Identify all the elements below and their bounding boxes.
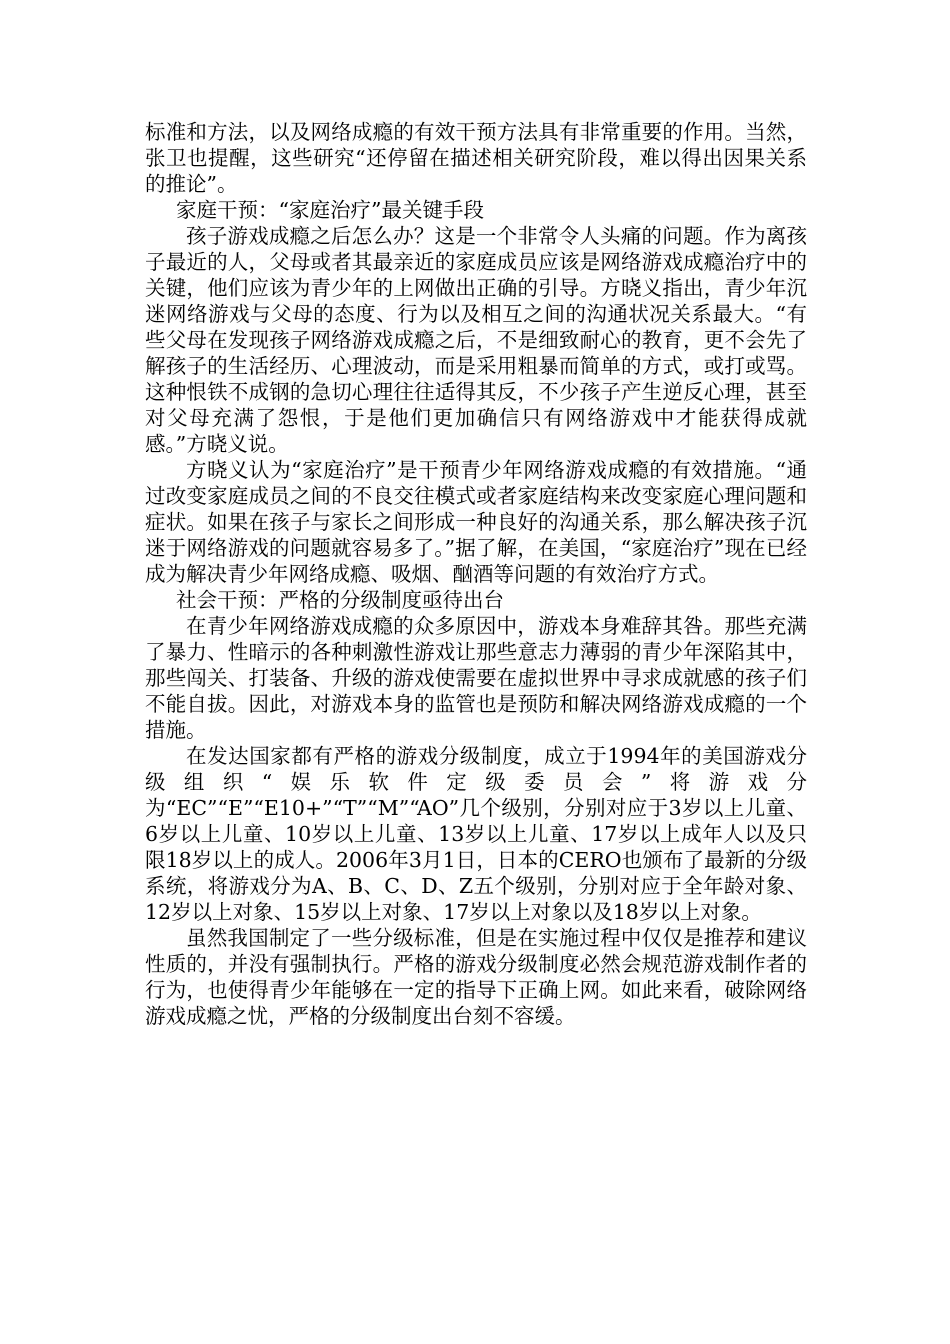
paragraph-game-causes: 在青少年网络游戏成瘾的众多原因中，游戏本身难辞其咎。那些充满了暴力、性暗示的各种刺激性游戏让那些意志力薄弱的青少年深陷其中，那些闯关、打装备、升级的游戏使需要在虚拟世界中寻求成就感的孩子们不能自拔。因此，对游戏本身的监管也是预防和解决网络游戏成瘾的一个措施。: [145, 614, 807, 742]
paragraph-intro-continuation: 标准和方法，以及网络成瘾的有效干预方法具有非常重要的作用。当然，张卫也提醒，这些研究“还停留在描述相关研究阶段，难以得出因果关系的推论”。: [145, 120, 807, 196]
paragraph-conclusion: 虽然我国制定了一些分级标准，但是在实施过程中仅仅是推荐和建议性质的，并没有强制执行。严格的游戏分级制度必然会规范游戏制作者的行为，也使得青少年能够在一定的指导下正确上网。如此来看，破除网络游戏成瘾之忧，严格的分级制度出台刻不容缓。: [145, 926, 807, 1028]
section-heading-family-intervention: 家庭干预：“家庭治疗”最关键手段: [176, 198, 484, 222]
document-body: [145, 119, 807, 1029]
section-heading-social-intervention: 社会干预：严格的分级制度亟待出台: [176, 588, 504, 612]
paragraph-family-therapy: 方晓义认为“家庭治疗”是干预青少年网络游戏成瘾的有效措施。“通过改变家庭成员之间的不良交往模式或者家庭结构来改变家庭心理问题和症状。如果在孩子与家长之间形成一种良好的沟通关系，那么解决孩子沉迷于网络游戏的问题就容易多了。”据了解，在美国，“家庭治疗”现在已经成为解决青少年网络成瘾、吸烟、酗酒等问题的有效治疗方式。: [145, 458, 807, 586]
paragraph-rating-systems: 在发达国家都有严格的游戏分级制度，成立于1994年的美国游戏分级组织“娱乐软件定级委员会”将游戏分为“EC”“E”“E10+”“T”“M”“AO”几个级别，分别对应于3岁以上儿童、6岁以上儿童、10岁以上儿童、13岁以上儿童、17岁以上成年人以及只限18岁以上的成人。2006年3月1日，日本的CERO也颁布了最新的分级系统，将游戏分为A、B、C、D、Z五个级别，分别对应于全年龄对象、12岁以上对象、15岁以上对象、17岁以上对象以及18岁以上对象。: [145, 744, 807, 924]
paragraph-family-problem: 孩子游戏成瘾之后怎么办？这是一个非常令人头痛的问题。作为离孩子最近的人，父母或者其最亲近的家庭成员应该是网络游戏成瘾治疗中的关键，他们应该为青少年的上网做出正确的引导。方晓义指出，青少年沉迷网络游戏与父母的态度、行为以及相互之间的沟通状况关系最大。“有些父母在发现孩子网络游戏成瘾之后，不是细致耐心的教育，更不会先了解孩子的生活经历、心理波动，而是采用粗暴而简单的方式，或打或骂。这种恨铁不成钢的急切心理往往适得其反，不少孩子产生逆反心理，甚至对父母充满了怨恨，于是他们更加确信只有网络游戏中才能获得成就感。”方晓义说。: [145, 224, 807, 456]
